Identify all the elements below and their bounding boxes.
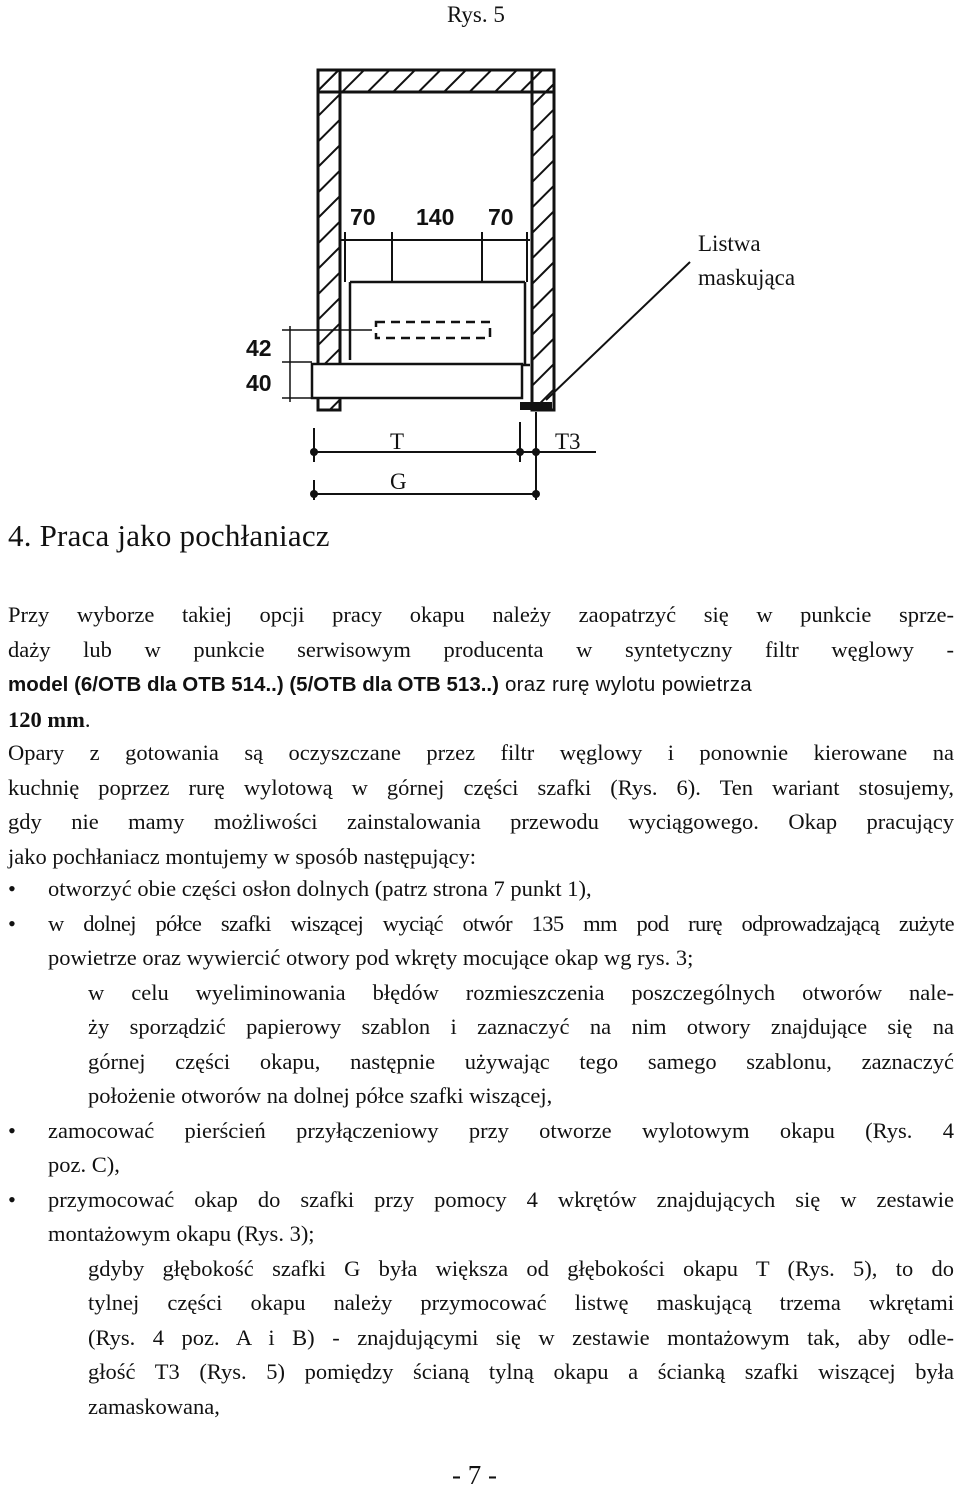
page-number: - 7 - <box>452 1460 497 1490</box>
dim-label-70-left: 70 <box>350 204 376 230</box>
masking-strip <box>520 402 552 410</box>
text-line: górnej części okapu, następnie używając tego samego szablonu, zaznaczyć <box>88 1048 954 1074</box>
text-line: zamaskowana, <box>88 1393 220 1419</box>
bullet-marker: • <box>8 910 16 936</box>
text-line: (Rys. 4 poz. A i B) - znajdującymi się w zestawie montażowym tak, aby odle- <box>88 1324 954 1350</box>
text-line: poz. C), <box>48 1152 120 1177</box>
label-maskujaca: maskująca <box>698 265 796 290</box>
list-item <box>8 872 954 907</box>
text-line: daży lub w punkcie serwisowym producenta w syntetyczny filtr węglowy - <box>8 636 954 662</box>
text-line: gdyby głębokość szafki G była większa od głębokości okapu T (Rys. 5), to do <box>88 1255 954 1281</box>
bullet-marker: • <box>8 876 16 901</box>
list-item <box>8 1183 954 1252</box>
dim-label-140: 140 <box>416 204 455 230</box>
paragraph-description <box>8 736 954 874</box>
text-span: . <box>84 706 91 732</box>
text-line: gdy nie mamy możliwości zainstalowania przewodu wyciągowego. Okap pracujący <box>8 809 954 834</box>
top-dimension-line <box>340 232 530 282</box>
bullet-marker: • <box>8 1186 16 1212</box>
dim-label-42: 42 <box>246 335 272 361</box>
list-item <box>8 1114 954 1183</box>
bullet-marker: • <box>8 1117 16 1143</box>
text-line: w dolnej półce szafki wiszącej wyciąć otwór 135 mm pod rurę odprowadzającą zużyte <box>48 910 954 936</box>
text-line: głość T3 (Rys. 5) pomiędzy ścianą tylną okapu a ścianką szafki wiszącej była <box>88 1359 954 1384</box>
text-line: powietrze oraz wywiercić otwory pod wkręty mocujące okap wg rys. 3; <box>48 945 694 970</box>
note-block <box>8 1252 954 1425</box>
dimension-arrowheads <box>310 448 540 498</box>
text-line: montażowym okapu (Rys. 3); <box>48 1221 315 1246</box>
text-line: ży sporządzić papierowy szablon i zaznaczyć na nim otwory znajdujące się na <box>88 1014 954 1039</box>
text-line: położenie otworów na dolnej półce szafki wiszącej, <box>88 1083 553 1108</box>
installation-steps <box>8 872 954 1424</box>
note-block <box>8 976 954 1114</box>
text-line: tylnej części okapu należy przymocować listwę maskującą trzema wkrętami <box>88 1290 954 1315</box>
cabinet-right-wall <box>532 70 554 410</box>
cabinet-left-wall <box>318 70 340 410</box>
label-t3: T3 <box>555 429 581 454</box>
text-line <box>8 667 954 703</box>
bottom-dimension-lines <box>314 412 596 500</box>
label-t: T <box>390 429 405 454</box>
section-heading: 4. Praca jako pochłaniacz <box>8 518 330 553</box>
dim-label-70-right: 70 <box>488 204 514 230</box>
pipe-diameter: 120 mm <box>8 706 85 732</box>
paragraph-filter-info <box>8 598 954 737</box>
dim-label-40: 40 <box>246 370 272 396</box>
text-line: przymocować okap do szafki przy pomocy 4 wkrętów znajdujących się w zestawie <box>48 1186 954 1212</box>
label-listwa: Listwa <box>698 231 761 256</box>
text-line: otworzyć obie części osłon dolnych (patrz strona 7 punkt 1), <box>48 876 592 901</box>
cabinet-top-wall <box>318 70 554 92</box>
text-span: oraz rurę wylotu powietrza <box>498 673 753 696</box>
hood-body <box>312 282 530 398</box>
text-line <box>8 703 954 738</box>
text-line: zamocować pierścień przyłączeniowy przy otworze wylotowym okapu (Rys. 4 <box>48 1117 954 1143</box>
cabinet-hood-diagram <box>0 0 960 520</box>
text-line: kuchnię poprzez rurę wylotową w górnej części szafki (Rys. 6). Ten wariant stosujemy, <box>8 774 954 800</box>
text-line: w celu wyeliminowania błędów rozmieszczenia poszczególnych otworów nale- <box>88 979 954 1005</box>
text-line: Przy wyborze takiej opcji pracy okapu należy zaopatrzyć się w punkcie sprze- <box>8 602 954 627</box>
list-item <box>8 907 954 976</box>
figure-caption: Rys. 5 <box>447 2 505 27</box>
label-g: G <box>390 469 407 494</box>
text-line: Opary z gotowania są oczyszczane przez filtr węglowy i ponownie kierowane na <box>8 740 954 765</box>
leader-line <box>546 262 690 400</box>
dashed-filter <box>376 322 490 338</box>
text-line: jako pochłaniacz montujemy w sposób następujący: <box>8 843 477 869</box>
model-numbers: model (6/OTB dla OTB 514..) (5/OTB dla OTB 513..) <box>8 673 499 696</box>
